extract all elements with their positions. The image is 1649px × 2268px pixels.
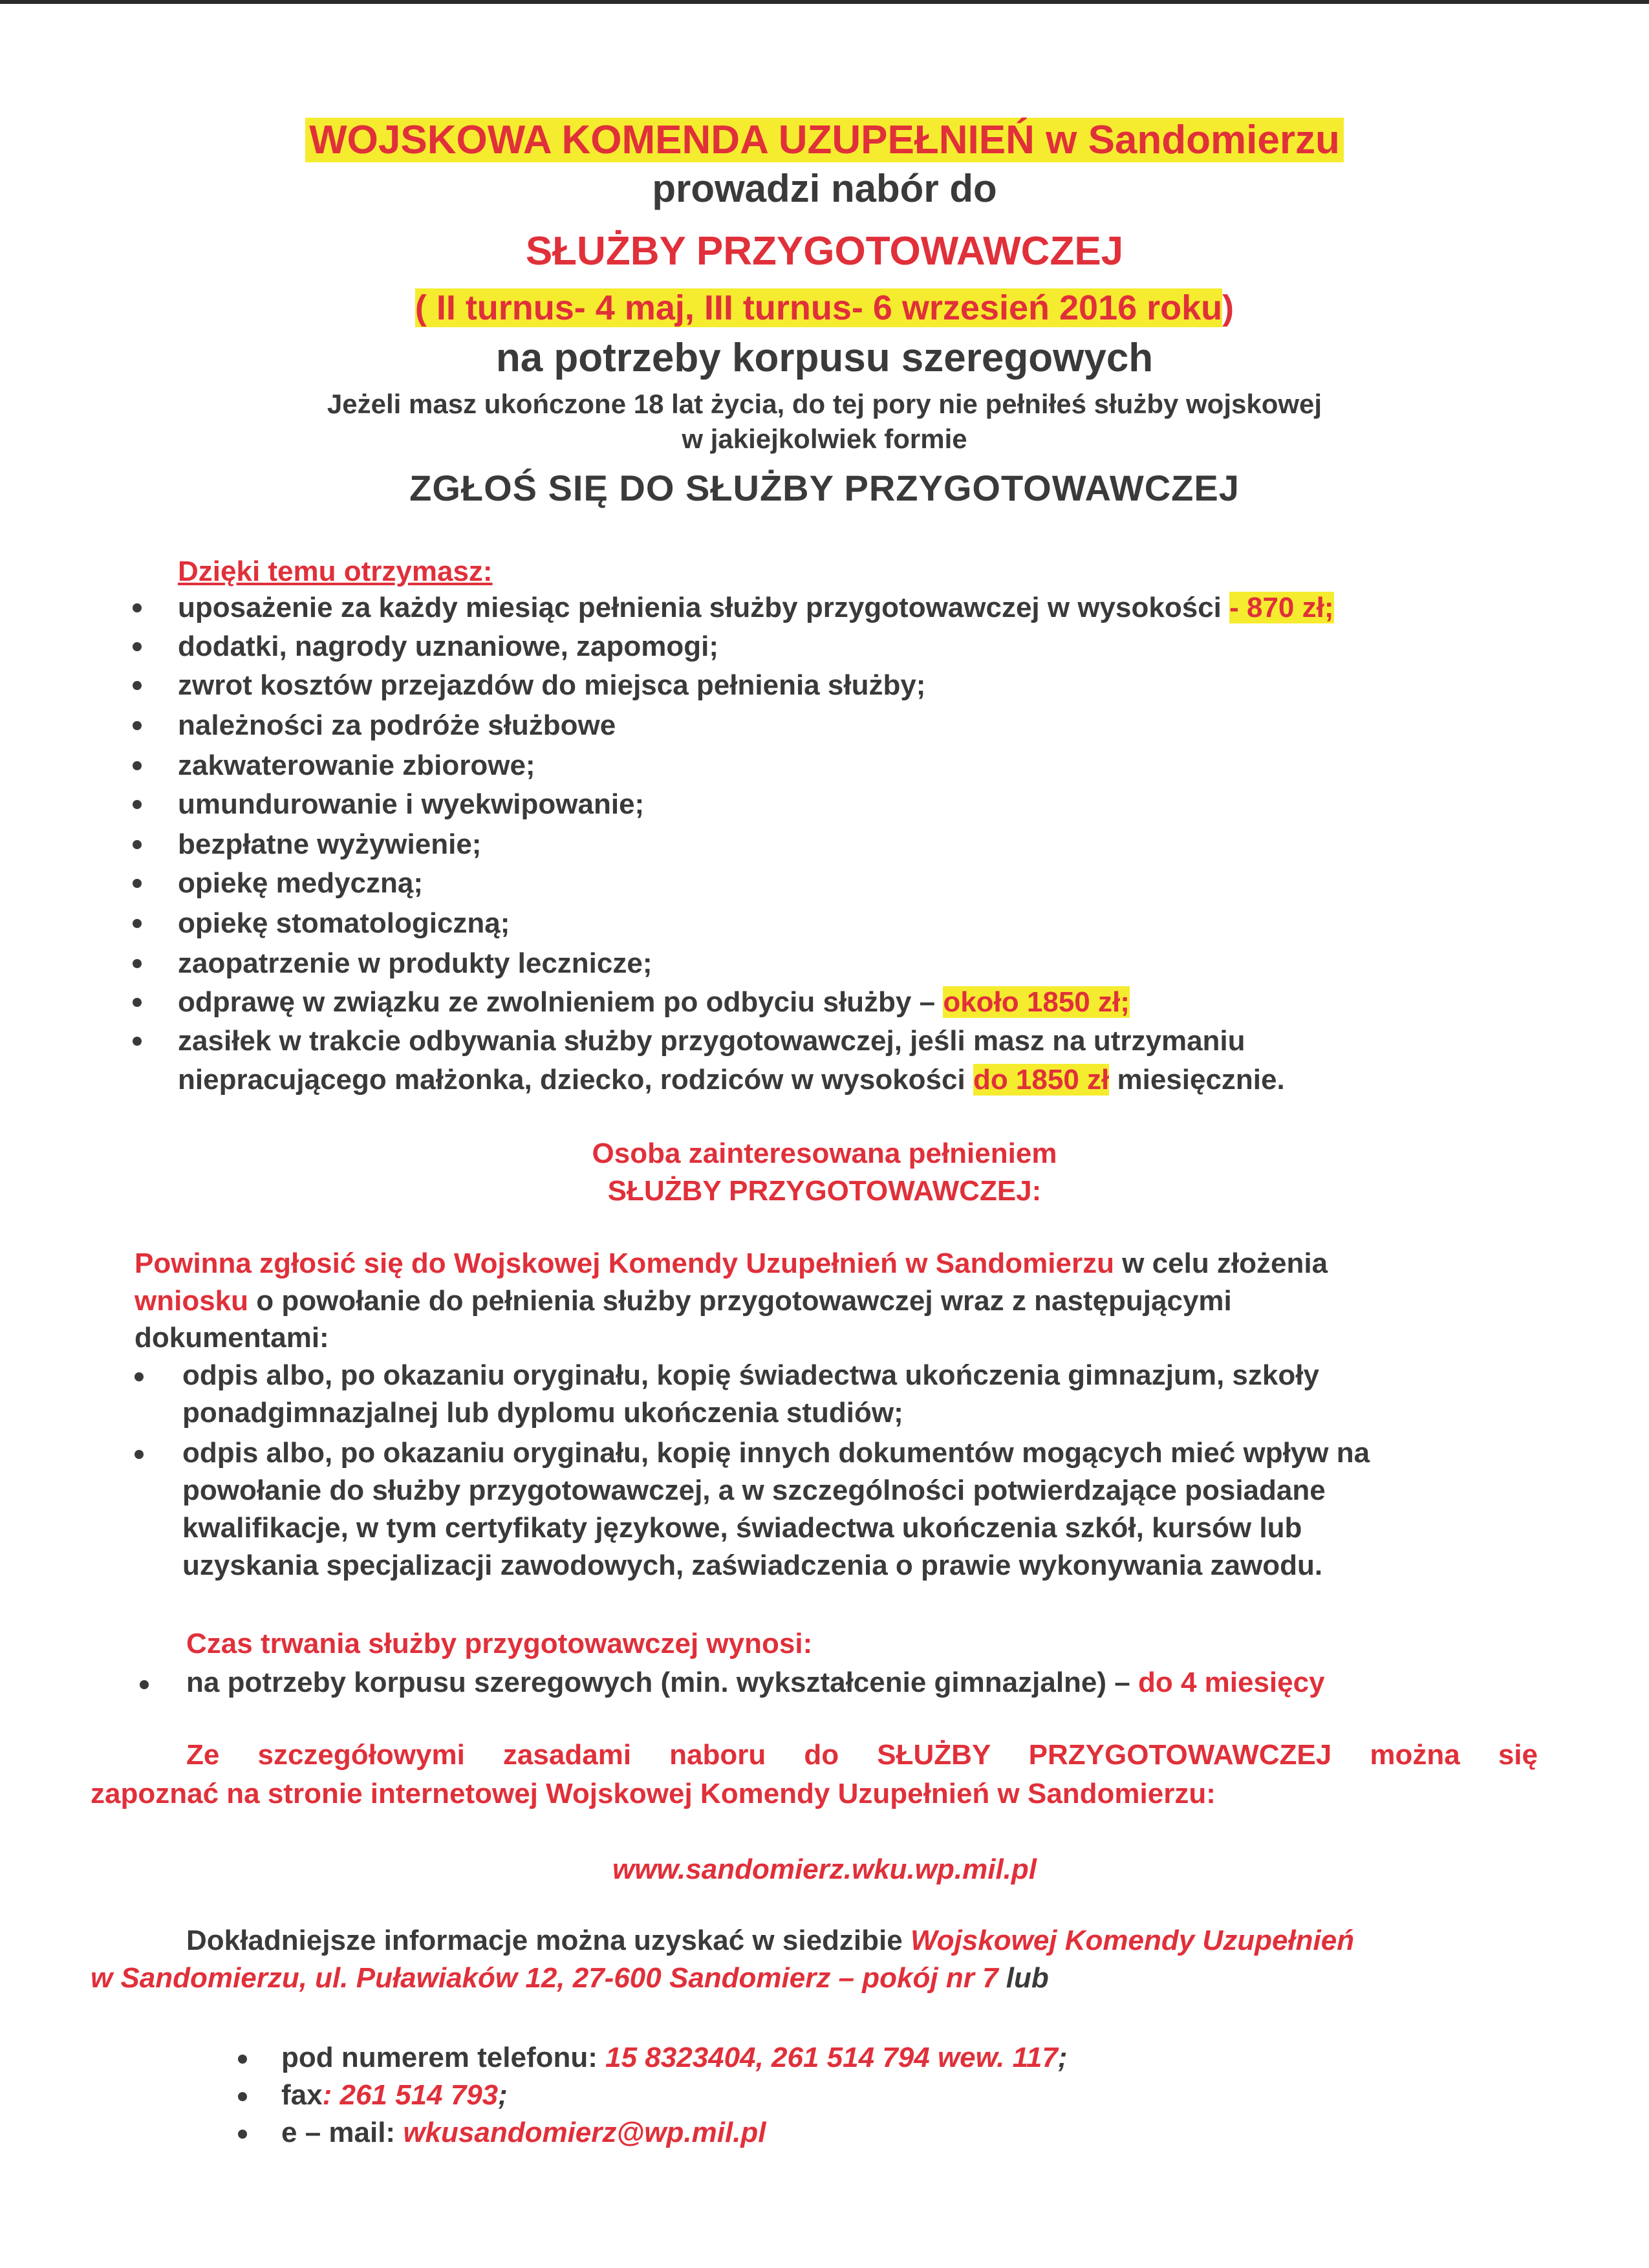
bullet <box>135 1372 144 1381</box>
benefit-item: zwrot kosztów przejazdów do miejsca pełnienia służby; <box>178 669 926 701</box>
details-line-2: zapoznać na stronie internetowej Wojskowej Komendy Uzupełnień w Sandomierzu: <box>91 1778 1216 1809</box>
benefit-item: należności za podróże służbowe <box>178 709 616 741</box>
benefit-item: bezpłatne wyżywienie; <box>178 828 482 860</box>
header-line-6b: w jakiejkolwiek formie <box>682 424 967 454</box>
contact-phone: pod numerem telefonu: 15 8323404, 261 514 794 wew. 117; <box>281 2042 1068 2073</box>
benefit-item: zasiłek w trakcie odbywania służby przygotowawczej, jeśli masz na utrzymaniu <box>178 1025 1245 1057</box>
interested-line-1: Osoba zainteresowana pełnieniem <box>592 1138 1057 1169</box>
document-item: odpis albo, po okazaniu oryginału, kopię świadectwa ukończenia gimnazjum, szkoły <box>182 1359 1319 1391</box>
bullet <box>133 998 142 1007</box>
bullet <box>140 1680 149 1689</box>
apply-line-2: wniosku o powołanie do pełnienia służby przygotowawczej wraz z następującymi <box>135 1285 1232 1317</box>
scan-edge <box>0 0 1649 4</box>
benefit-item: zaopatrzenie w produkty lecznicze; <box>178 947 652 979</box>
header-title: WOJSKOWA KOMENDA UZUPEŁNIEŃ w Sandomierzu <box>0 115 1649 166</box>
benefit-item: uposażenie za każdy miesiąc pełnienia służby przygotowawczej w wysokości - 870 zł; <box>178 592 1334 623</box>
contact-email: e – mail: wkusandomierz@wp.mil.pl <box>281 2117 766 2148</box>
document-item-continued: powołanie do służby przygotowawczej, a w szczególności potwierdzające posiadane <box>182 1474 1326 1506</box>
bullet <box>135 1450 144 1459</box>
duration-item: na potrzeby korpusu szeregowych (min. wykształcenie gimnazjalne) – do 4 miesięcy <box>186 1667 1325 1698</box>
benefit-item: zakwaterowanie zbiorowe; <box>178 750 535 781</box>
document-item-continued: ponadgimnazjalnej lub dyplomu ukończenia studiów; <box>182 1397 903 1429</box>
bullet <box>133 1037 142 1046</box>
benefit-item: opiekę stomatologiczną; <box>178 907 510 939</box>
details-line-1: Ze szczegółowymi zasadami naboru do SŁUŻBY PRZYGOTOWAWCZEJ można się <box>186 1739 1538 1771</box>
bullet <box>133 800 142 809</box>
bullet <box>133 681 142 690</box>
bullet <box>133 879 142 888</box>
document-item-continued: kwalifikacje, w tym certyfikaty językowe, świadectwa ukończenia szkół, kursów lub <box>182 1512 1302 1544</box>
header-line-6a: Jeżeli masz ukończone 18 lat życia, do tej pory nie pełniłeś służby wojskowej <box>327 389 1322 419</box>
website-link[interactable]: www.sandomierz.wku.wp.mil.pl <box>612 1853 1037 1885</box>
bullet <box>133 721 142 730</box>
benefit-item-continued: niepracującego małżonka, dziecko, rodziców w wysokości do 1850 zł miesięcznie. <box>178 1064 1285 1096</box>
header-line-5: na potrzeby korpusu szeregowych <box>495 336 1154 380</box>
bullet <box>133 642 142 651</box>
bullet <box>133 919 142 928</box>
duration-heading: Czas trwania służby przygotowawczej wynosi: <box>186 1628 813 1659</box>
bullet <box>133 840 142 849</box>
document-item-continued: uzyskania specjalizacji zawodowych, zaświadczenia o prawie wykonywania zawodu. <box>182 1550 1323 1581</box>
benefit-item: dodatki, nagrody uznaniowe, zapomogi; <box>178 631 719 662</box>
header-line-2: prowadzi nabór do <box>652 167 997 210</box>
header-line-3: SŁUŻBY PRZYGOTOWAWCZEJ <box>525 229 1124 274</box>
bullet <box>238 2130 247 2139</box>
contact-intro: Dokładniejsze informacje można uzyskać w siedzibie Wojskowej Komendy Uzupełnień <box>186 1925 1355 1956</box>
bullet <box>238 2055 247 2064</box>
benefit-item: odprawę w związku ze zwolnieniem po odbyciu służby – około 1850 zł; <box>178 986 1130 1018</box>
header-line-7: ZGŁOŚ SIĘ DO SŁUŻBY PRZYGOTOWAWCZEJ <box>409 468 1240 508</box>
header-line-4: ( II turnus- 4 maj, III turnus- 6 wrzesień 2016 roku) <box>415 288 1234 327</box>
bullet <box>133 959 142 968</box>
bullet <box>133 603 142 612</box>
apply-line-1: Powinna zgłosić się do Wojskowej Komendy Uzupełnień w Sandomierzu w celu złożenia <box>135 1247 1328 1279</box>
interested-line-2: SŁUŻBY PRZYGOTOWAWCZEJ: <box>607 1175 1042 1207</box>
benefits-heading: Dzięki temu otrzymasz: <box>178 556 493 587</box>
benefit-item: opiekę medyczną; <box>178 867 424 899</box>
contact-address: w Sandomierzu, ul. Puławiaków 12, 27-600 Sandomierz – pokój nr 7 lub <box>91 1962 1049 1994</box>
bullet <box>133 761 142 770</box>
benefit-item: umundurowanie i wyekwipowanie; <box>178 788 645 820</box>
document-item: odpis albo, po okazaniu oryginału, kopię innych dokumentów mogących mieć wpływ na <box>182 1437 1370 1469</box>
contact-fax: fax: 261 514 793; <box>281 2079 508 2111</box>
bullet <box>238 2092 247 2101</box>
apply-line-3: dokumentami: <box>135 1322 329 1354</box>
